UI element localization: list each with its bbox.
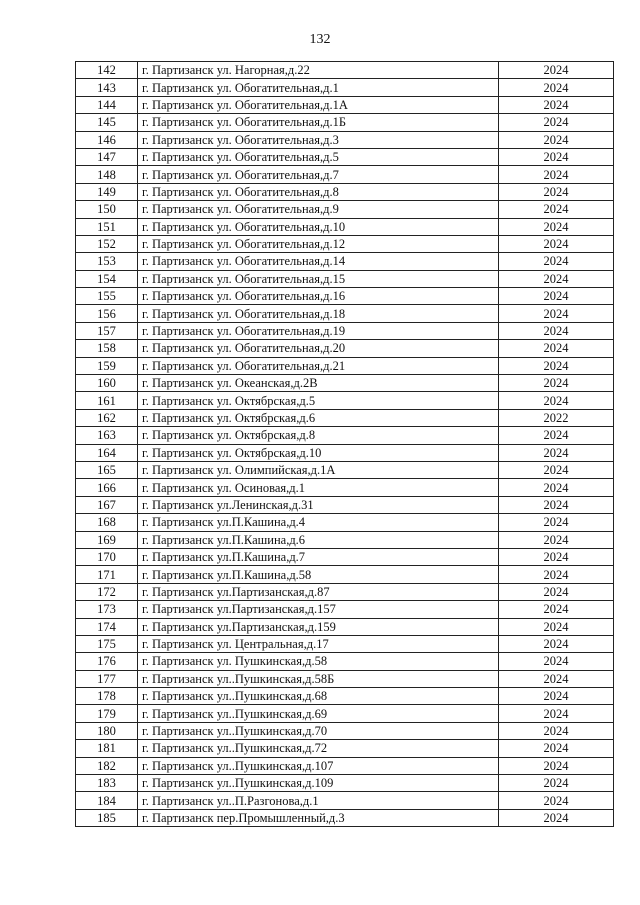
table-row xyxy=(76,705,614,722)
address-cell: г. Партизанск ул. Обогатительная,д.7 xyxy=(138,166,499,183)
year-cell: 2024 xyxy=(499,375,614,392)
row-number-cell: 157 xyxy=(76,322,138,339)
address-cell: г. Партизанск ул. Центральная,д.17 xyxy=(138,635,499,652)
row-number-cell: 143 xyxy=(76,79,138,96)
address-cell: г. Партизанск ул..Пушкинская,д.69 xyxy=(138,705,499,722)
year-cell: 2024 xyxy=(499,305,614,322)
table-row xyxy=(76,131,614,148)
table-row xyxy=(76,96,614,113)
table-row xyxy=(76,601,614,618)
year-cell: 2024 xyxy=(499,601,614,618)
address-cell: г. Партизанск ул. Обогатительная,д.20 xyxy=(138,340,499,357)
table-row xyxy=(76,392,614,409)
address-cell: г. Партизанск ул. Обогатительная,д.8 xyxy=(138,183,499,200)
row-number-cell: 148 xyxy=(76,166,138,183)
address-cell: г. Партизанск ул.П.Кашина,д.4 xyxy=(138,514,499,531)
year-cell: 2024 xyxy=(499,583,614,600)
address-cell: г. Партизанск ул. Обогатительная,д.14 xyxy=(138,253,499,270)
table-row xyxy=(76,461,614,478)
table-row xyxy=(76,288,614,305)
row-number-cell: 145 xyxy=(76,114,138,131)
row-number-cell: 161 xyxy=(76,392,138,409)
year-cell: 2024 xyxy=(499,235,614,252)
year-cell: 2024 xyxy=(499,740,614,757)
table-row xyxy=(76,114,614,131)
address-cell: г. Партизанск ул. Обогатительная,д.1 xyxy=(138,79,499,96)
table-row xyxy=(76,548,614,565)
address-cell: г. Партизанск ул. Нагорная,д.22 xyxy=(138,62,499,79)
address-cell: г. Партизанск ул.Партизанская,д.159 xyxy=(138,618,499,635)
table-row xyxy=(76,322,614,339)
year-cell: 2024 xyxy=(499,79,614,96)
row-number-cell: 151 xyxy=(76,218,138,235)
year-cell: 2024 xyxy=(499,670,614,687)
row-number-cell: 168 xyxy=(76,514,138,531)
address-cell: г. Партизанск ул. Обогатительная,д.10 xyxy=(138,218,499,235)
row-number-cell: 165 xyxy=(76,461,138,478)
table-row xyxy=(76,166,614,183)
table-row xyxy=(76,444,614,461)
row-number-cell: 179 xyxy=(76,705,138,722)
year-cell: 2024 xyxy=(499,757,614,774)
row-number-cell: 178 xyxy=(76,688,138,705)
address-cell: г. Партизанск ул.П.Кашина,д.7 xyxy=(138,548,499,565)
address-cell: г. Партизанск ул. Обогатительная,д.9 xyxy=(138,201,499,218)
year-cell: 2024 xyxy=(499,635,614,652)
table-row xyxy=(76,670,614,687)
table-row xyxy=(76,62,614,79)
row-number-cell: 159 xyxy=(76,357,138,374)
year-cell: 2022 xyxy=(499,409,614,426)
address-cell: г. Партизанск ул. Пушкинская,д.58 xyxy=(138,653,499,670)
year-cell: 2024 xyxy=(499,322,614,339)
table-row xyxy=(76,722,614,739)
row-number-cell: 172 xyxy=(76,583,138,600)
year-cell: 2024 xyxy=(499,96,614,113)
address-cell: г. Партизанск ул. Обогатительная,д.12 xyxy=(138,235,499,252)
address-cell: г. Партизанск ул..Пушкинская,д.58Б xyxy=(138,670,499,687)
address-cell: г. Партизанск ул. Октябрская,д.6 xyxy=(138,409,499,426)
row-number-cell: 181 xyxy=(76,740,138,757)
year-cell: 2024 xyxy=(499,688,614,705)
table-row xyxy=(76,496,614,513)
row-number-cell: 154 xyxy=(76,270,138,287)
table-row xyxy=(76,566,614,583)
year-cell: 2024 xyxy=(499,479,614,496)
address-cell: г. Партизанск ул. Обогатительная,д.1А xyxy=(138,96,499,113)
row-number-cell: 176 xyxy=(76,653,138,670)
table-row xyxy=(76,757,614,774)
year-cell: 2024 xyxy=(499,427,614,444)
year-cell: 2024 xyxy=(499,357,614,374)
year-cell: 2024 xyxy=(499,531,614,548)
address-cell: г. Партизанск ул.П.Кашина,д.58 xyxy=(138,566,499,583)
row-number-cell: 185 xyxy=(76,809,138,826)
address-cell: г. Партизанск ул..Пушкинская,д.72 xyxy=(138,740,499,757)
row-number-cell: 170 xyxy=(76,548,138,565)
year-cell: 2024 xyxy=(499,114,614,131)
table-row xyxy=(76,218,614,235)
address-cell: г. Партизанск ул. Океанская,д.2В xyxy=(138,375,499,392)
year-cell: 2024 xyxy=(499,166,614,183)
year-cell: 2024 xyxy=(499,148,614,165)
table-row xyxy=(76,235,614,252)
row-number-cell: 183 xyxy=(76,775,138,792)
row-number-cell: 177 xyxy=(76,670,138,687)
table-row xyxy=(76,253,614,270)
table-row xyxy=(76,809,614,826)
table-row xyxy=(76,583,614,600)
table-row xyxy=(76,305,614,322)
address-cell: г. Партизанск ул..П.Разгонова,д.1 xyxy=(138,792,499,809)
table-row xyxy=(76,270,614,287)
row-number-cell: 142 xyxy=(76,62,138,79)
table-row xyxy=(76,479,614,496)
table-row xyxy=(76,775,614,792)
row-number-cell: 182 xyxy=(76,757,138,774)
year-cell: 2024 xyxy=(499,131,614,148)
row-number-cell: 144 xyxy=(76,96,138,113)
row-number-cell: 153 xyxy=(76,253,138,270)
row-number-cell: 173 xyxy=(76,601,138,618)
address-table xyxy=(75,61,614,827)
row-number-cell: 166 xyxy=(76,479,138,496)
row-number-cell: 171 xyxy=(76,566,138,583)
year-cell: 2024 xyxy=(499,218,614,235)
table-row xyxy=(76,688,614,705)
row-number-cell: 174 xyxy=(76,618,138,635)
year-cell: 2024 xyxy=(499,775,614,792)
address-cell: г. Партизанск ул. Обогатительная,д.19 xyxy=(138,322,499,339)
address-cell: г. Партизанск ул. Октябрская,д.10 xyxy=(138,444,499,461)
year-cell: 2024 xyxy=(499,183,614,200)
table-row xyxy=(76,635,614,652)
address-cell: г. Партизанск ул. Осиновая,д.1 xyxy=(138,479,499,496)
address-cell: г. Партизанск ул. Октябрская,д.8 xyxy=(138,427,499,444)
row-number-cell: 156 xyxy=(76,305,138,322)
table-row xyxy=(76,740,614,757)
table-row xyxy=(76,340,614,357)
year-cell: 2024 xyxy=(499,809,614,826)
year-cell: 2024 xyxy=(499,514,614,531)
address-cell: г. Партизанск пер.Промышленный,д.3 xyxy=(138,809,499,826)
row-number-cell: 175 xyxy=(76,635,138,652)
year-cell: 2024 xyxy=(499,722,614,739)
year-cell: 2024 xyxy=(499,62,614,79)
table-row xyxy=(76,427,614,444)
row-number-cell: 180 xyxy=(76,722,138,739)
row-number-cell: 167 xyxy=(76,496,138,513)
table-row xyxy=(76,531,614,548)
row-number-cell: 150 xyxy=(76,201,138,218)
table-row xyxy=(76,618,614,635)
year-cell: 2024 xyxy=(499,496,614,513)
table-row xyxy=(76,148,614,165)
table-row xyxy=(76,357,614,374)
table-row xyxy=(76,653,614,670)
table-row xyxy=(76,514,614,531)
address-cell: г. Партизанск ул.П.Кашина,д.6 xyxy=(138,531,499,548)
row-number-cell: 146 xyxy=(76,131,138,148)
address-cell: г. Партизанск ул..Пушкинская,д.70 xyxy=(138,722,499,739)
row-number-cell: 152 xyxy=(76,235,138,252)
address-cell: г. Партизанск ул. Обогатительная,д.21 xyxy=(138,357,499,374)
table-row xyxy=(76,201,614,218)
table-row xyxy=(76,792,614,809)
year-cell: 2024 xyxy=(499,444,614,461)
year-cell: 2024 xyxy=(499,201,614,218)
table-row xyxy=(76,183,614,200)
row-number-cell: 155 xyxy=(76,288,138,305)
year-cell: 2024 xyxy=(499,705,614,722)
address-cell: г. Партизанск ул.Ленинская,д.31 xyxy=(138,496,499,513)
year-cell: 2024 xyxy=(499,548,614,565)
address-cell: г. Партизанск ул..Пушкинская,д.109 xyxy=(138,775,499,792)
address-cell: г. Партизанск ул..Пушкинская,д.68 xyxy=(138,688,499,705)
table-row xyxy=(76,409,614,426)
address-cell: г. Партизанск ул. Обогатительная,д.15 xyxy=(138,270,499,287)
address-cell: г. Партизанск ул. Обогатительная,д.1Б xyxy=(138,114,499,131)
year-cell: 2024 xyxy=(499,392,614,409)
row-number-cell: 184 xyxy=(76,792,138,809)
row-number-cell: 162 xyxy=(76,409,138,426)
year-cell: 2024 xyxy=(499,288,614,305)
table-body xyxy=(76,62,614,827)
row-number-cell: 149 xyxy=(76,183,138,200)
row-number-cell: 164 xyxy=(76,444,138,461)
row-number-cell: 163 xyxy=(76,427,138,444)
page-number: 132 xyxy=(309,32,331,47)
row-number-cell: 147 xyxy=(76,148,138,165)
row-number-cell: 158 xyxy=(76,340,138,357)
row-number-cell: 169 xyxy=(76,531,138,548)
year-cell: 2024 xyxy=(499,270,614,287)
table-row xyxy=(76,375,614,392)
address-cell: г. Партизанск ул. Обогатительная,д.5 xyxy=(138,148,499,165)
address-cell: г. Партизанск ул..Пушкинская,д.107 xyxy=(138,757,499,774)
year-cell: 2024 xyxy=(499,566,614,583)
address-cell: г. Партизанск ул. Октябрская,д.5 xyxy=(138,392,499,409)
year-cell: 2024 xyxy=(499,653,614,670)
address-cell: г. Партизанск ул. Обогатительная,д.16 xyxy=(138,288,499,305)
address-cell: г. Партизанск ул. Обогатительная,д.3 xyxy=(138,131,499,148)
year-cell: 2024 xyxy=(499,461,614,478)
year-cell: 2024 xyxy=(499,618,614,635)
address-cell: г. Партизанск ул.Партизанская,д.157 xyxy=(138,601,499,618)
year-cell: 2024 xyxy=(499,340,614,357)
address-cell: г. Партизанск ул. Обогатительная,д.18 xyxy=(138,305,499,322)
address-cell: г. Партизанск ул. Олимпийская,д.1А xyxy=(138,461,499,478)
address-cell: г. Партизанск ул.Партизанская,д.87 xyxy=(138,583,499,600)
table-row xyxy=(76,79,614,96)
year-cell: 2024 xyxy=(499,253,614,270)
row-number-cell: 160 xyxy=(76,375,138,392)
year-cell: 2024 xyxy=(499,792,614,809)
